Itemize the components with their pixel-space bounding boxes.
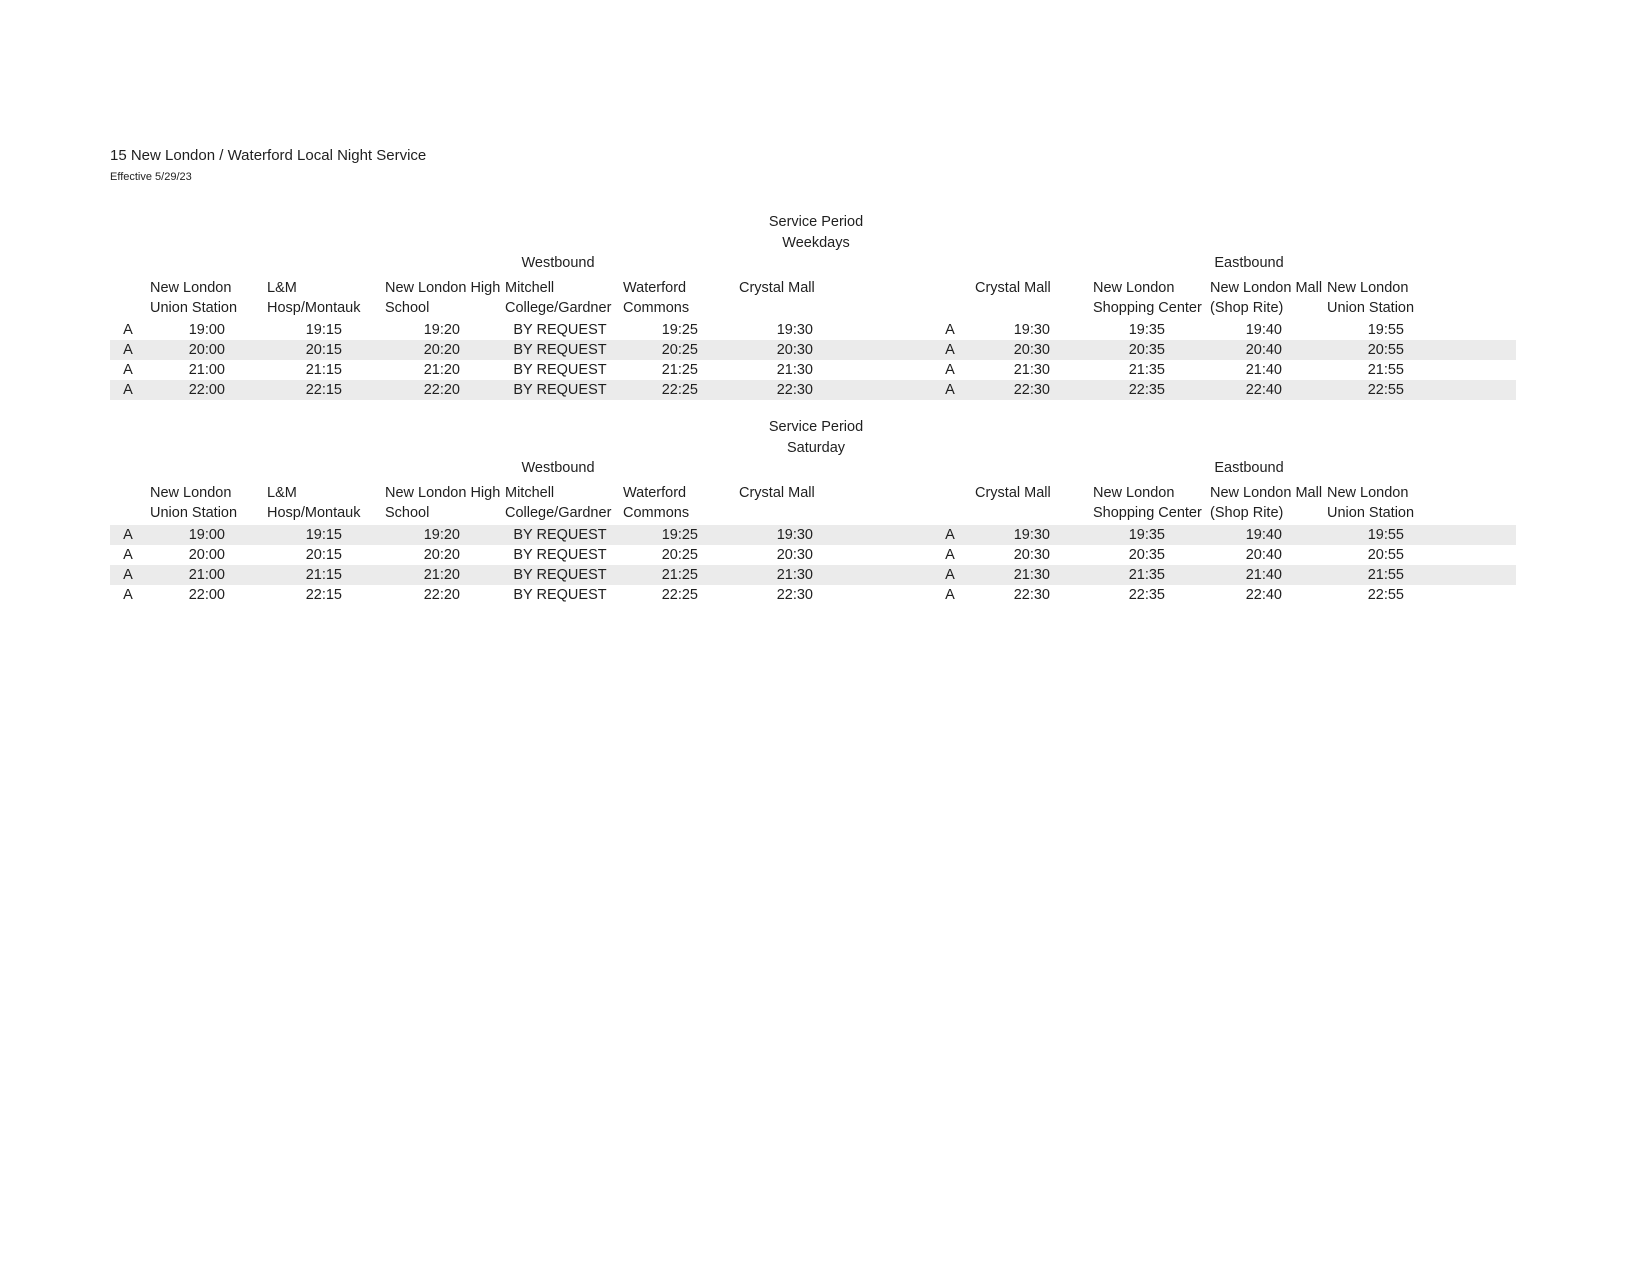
- header-wb-crystal-mall: Crystal Mall: [739, 485, 815, 501]
- header-wb-lm-hospital: L&M: [267, 485, 297, 501]
- time-union-station: 22:00: [188, 587, 225, 603]
- header-wb-new-london: New London: [150, 280, 232, 296]
- time-high-school: 21:20: [423, 362, 460, 378]
- note-a-cell-east: A: [945, 567, 955, 583]
- time-union-station-eb: 20:55: [1367, 547, 1404, 563]
- header-wb-college-gardner: College/Gardner: [505, 505, 612, 521]
- schedule-title: 15 New London / Waterford Local Night Service: [110, 147, 427, 164]
- time-crystal-mall-eb: 19:30: [1013, 527, 1050, 543]
- eastbound-header: Eastbound: [1214, 255, 1284, 271]
- column-header-row-line1: [110, 483, 1516, 503]
- note-a-cell: A: [123, 342, 133, 358]
- header-wb-high-school: New London High: [385, 485, 501, 501]
- note-a-cell-east: A: [945, 587, 955, 603]
- time-mitchell-college: BY REQUEST: [513, 362, 607, 378]
- time-hosp-montauk: 20:15: [305, 342, 342, 358]
- time-mitchell-college: BY REQUEST: [513, 527, 607, 543]
- note-a-cell: A: [123, 382, 133, 398]
- time-shop-rite: 22:40: [1245, 382, 1282, 398]
- schedule-rows-saturday: [110, 525, 1516, 605]
- note-a-cell: A: [123, 587, 133, 603]
- time-waterford-commons: 21:25: [661, 362, 698, 378]
- effective-date: Effective 5/29/23: [110, 171, 192, 183]
- time-crystal-mall-eb: 21:30: [1013, 567, 1050, 583]
- time-waterford-commons: 22:25: [661, 587, 698, 603]
- time-waterford-commons: 19:25: [661, 322, 698, 338]
- time-crystal-mall-eb: 20:30: [1013, 547, 1050, 563]
- schedule-row: [110, 380, 1516, 400]
- time-union-station-eb: 19:55: [1367, 322, 1404, 338]
- schedule-row: [110, 360, 1516, 380]
- header-wb-college-gardner: College/Gardner: [505, 300, 612, 316]
- time-high-school: 20:20: [423, 342, 460, 358]
- header-wb-waterford: Waterford: [623, 485, 687, 501]
- time-crystal-mall-wb: 21:30: [776, 567, 813, 583]
- time-mitchell-college: BY REQUEST: [513, 382, 607, 398]
- time-crystal-mall-eb: 19:30: [1013, 322, 1050, 338]
- header-eb-shop-rite: (Shop Rite): [1210, 505, 1284, 521]
- note-a-cell-east: A: [945, 322, 955, 338]
- time-crystal-mall-wb: 22:30: [776, 587, 813, 603]
- time-waterford-commons: 20:25: [661, 547, 698, 563]
- time-high-school: 22:20: [423, 587, 460, 603]
- time-waterford-commons: 22:25: [661, 382, 698, 398]
- time-crystal-mall-eb: 20:30: [1013, 342, 1050, 358]
- time-union-station-eb: 22:55: [1367, 587, 1404, 603]
- time-shopping-center: 22:35: [1128, 587, 1165, 603]
- time-crystal-mall-eb: 21:30: [1013, 362, 1050, 378]
- time-crystal-mall-wb: 19:30: [776, 322, 813, 338]
- schedule-row: [110, 565, 1516, 585]
- time-union-station: 21:00: [188, 362, 225, 378]
- note-a-cell: A: [123, 567, 133, 583]
- schedule-row: [110, 585, 1516, 605]
- time-mitchell-college: BY REQUEST: [513, 342, 607, 358]
- time-union-station-eb: 22:55: [1367, 382, 1404, 398]
- time-hosp-montauk: 19:15: [305, 527, 342, 543]
- time-mitchell-college: BY REQUEST: [513, 587, 607, 603]
- time-mitchell-college: BY REQUEST: [513, 322, 607, 338]
- schedule-row: [110, 545, 1516, 565]
- time-hosp-montauk: 21:15: [305, 362, 342, 378]
- time-shop-rite: 19:40: [1245, 527, 1282, 543]
- note-a-cell: A: [123, 547, 133, 563]
- note-a-cell-east: A: [945, 362, 955, 378]
- time-union-station-eb: 21:55: [1367, 567, 1404, 583]
- schedule-row: [110, 525, 1516, 545]
- eastbound-header: Eastbound: [1214, 460, 1284, 476]
- header-wb-high-school: New London High: [385, 280, 501, 296]
- note-a-cell-east: A: [945, 342, 955, 358]
- timetable-saturday: [110, 417, 1516, 605]
- header-eb-new-london: New London: [1093, 280, 1175, 296]
- time-union-station-eb: 21:55: [1367, 362, 1404, 378]
- header-eb-shop-rite: (Shop Rite): [1210, 300, 1284, 316]
- time-high-school: 22:20: [423, 382, 460, 398]
- header-wb-new-london: New London: [150, 485, 232, 501]
- header-eb-crystal-mall: Crystal Mall: [975, 485, 1051, 501]
- header-wb-school: School: [385, 300, 430, 316]
- time-high-school: 19:20: [423, 322, 460, 338]
- service-period-value: Weekdays: [782, 235, 850, 251]
- time-shopping-center: 21:35: [1128, 362, 1165, 378]
- column-header-row-line1: [110, 278, 1516, 298]
- time-crystal-mall-wb: 22:30: [776, 382, 813, 398]
- schedule-row: [110, 320, 1516, 340]
- time-shopping-center: 21:35: [1128, 567, 1165, 583]
- time-shopping-center: 19:35: [1128, 527, 1165, 543]
- note-a-cell: A: [123, 322, 133, 338]
- header-eb-new-london: New London: [1093, 485, 1175, 501]
- time-crystal-mall-wb: 20:30: [776, 342, 813, 358]
- note-a-cell-east: A: [945, 382, 955, 398]
- time-crystal-mall-eb: 22:30: [1013, 382, 1050, 398]
- time-shop-rite: 20:40: [1245, 342, 1282, 358]
- header-wb-lm-hospital: L&M: [267, 280, 297, 296]
- header-wb-commons: Commons: [623, 505, 690, 521]
- header-wb-union-station: Union Station: [150, 505, 238, 521]
- time-high-school: 19:20: [423, 527, 460, 543]
- service-period-value: Saturday: [786, 440, 846, 456]
- westbound-header: Westbound: [521, 460, 595, 476]
- time-shop-rite: 22:40: [1245, 587, 1282, 603]
- time-union-station: 21:00: [188, 567, 225, 583]
- header-wb-mitchell: Mitchell: [505, 485, 555, 501]
- time-hosp-montauk: 19:15: [305, 322, 342, 338]
- time-waterford-commons: 21:25: [661, 567, 698, 583]
- time-union-station-eb: 20:55: [1367, 342, 1404, 358]
- time-shopping-center: 19:35: [1128, 322, 1165, 338]
- timetable-weekdays: [110, 212, 1516, 400]
- time-high-school: 20:20: [423, 547, 460, 563]
- header-eb-union-station: Union Station: [1327, 300, 1415, 316]
- header-wb-union-station: Union Station: [150, 300, 238, 316]
- note-a-cell: A: [123, 527, 133, 543]
- time-shopping-center: 22:35: [1128, 382, 1165, 398]
- time-high-school: 21:20: [423, 567, 460, 583]
- service-period-label: Service Period: [768, 419, 864, 435]
- time-crystal-mall-wb: 21:30: [776, 362, 813, 378]
- time-shopping-center: 20:35: [1128, 547, 1165, 563]
- time-union-station: 20:00: [188, 342, 225, 358]
- header-wb-hosp-montauk: Hosp/Montauk: [267, 300, 361, 316]
- header-eb-crystal-mall: Crystal Mall: [975, 280, 1051, 296]
- header-wb-school: School: [385, 505, 430, 521]
- column-header-row-line2: [110, 503, 1516, 522]
- header-wb-mitchell: Mitchell: [505, 280, 555, 296]
- header-wb-commons: Commons: [623, 300, 690, 316]
- schedule-row: [110, 340, 1516, 360]
- time-union-station-eb: 19:55: [1367, 527, 1404, 543]
- direction-header-row: [110, 458, 1516, 479]
- time-union-station: 19:00: [188, 527, 225, 543]
- header-wb-hosp-montauk: Hosp/Montauk: [267, 505, 361, 521]
- header-wb-crystal-mall: Crystal Mall: [739, 280, 815, 296]
- time-hosp-montauk: 22:15: [305, 587, 342, 603]
- header-eb-shopping-center: Shopping Center: [1093, 505, 1202, 521]
- header-eb-new-london-mall: New London Mall: [1210, 280, 1323, 296]
- direction-header-row: [110, 253, 1516, 274]
- time-shop-rite: 21:40: [1245, 567, 1282, 583]
- time-shopping-center: 20:35: [1128, 342, 1165, 358]
- time-mitchell-college: BY REQUEST: [513, 567, 607, 583]
- time-union-station: 19:00: [188, 322, 225, 338]
- time-waterford-commons: 20:25: [661, 342, 698, 358]
- time-mitchell-college: BY REQUEST: [513, 547, 607, 563]
- schedule-rows-weekdays: [110, 320, 1516, 400]
- time-shop-rite: 19:40: [1245, 322, 1282, 338]
- time-shop-rite: 20:40: [1245, 547, 1282, 563]
- header-wb-waterford: Waterford: [623, 280, 687, 296]
- time-waterford-commons: 19:25: [661, 527, 698, 543]
- header-eb-new-london-2: New London: [1327, 280, 1409, 296]
- westbound-header: Westbound: [521, 255, 595, 271]
- header-eb-union-station: Union Station: [1327, 505, 1415, 521]
- header-eb-new-london-mall: New London Mall: [1210, 485, 1323, 501]
- note-a-cell: A: [123, 362, 133, 378]
- time-crystal-mall-eb: 22:30: [1013, 587, 1050, 603]
- time-crystal-mall-wb: 19:30: [776, 527, 813, 543]
- header-eb-shopping-center: Shopping Center: [1093, 300, 1202, 316]
- time-shop-rite: 21:40: [1245, 362, 1282, 378]
- header-eb-new-london-2: New London: [1327, 485, 1409, 501]
- time-hosp-montauk: 22:15: [305, 382, 342, 398]
- note-a-cell-east: A: [945, 547, 955, 563]
- time-union-station: 22:00: [188, 382, 225, 398]
- time-union-station: 20:00: [188, 547, 225, 563]
- time-hosp-montauk: 21:15: [305, 567, 342, 583]
- column-header-row-line2: [110, 298, 1516, 317]
- service-period-label: Service Period: [768, 214, 864, 230]
- time-crystal-mall-wb: 20:30: [776, 547, 813, 563]
- time-hosp-montauk: 20:15: [305, 547, 342, 563]
- note-a-cell-east: A: [945, 527, 955, 543]
